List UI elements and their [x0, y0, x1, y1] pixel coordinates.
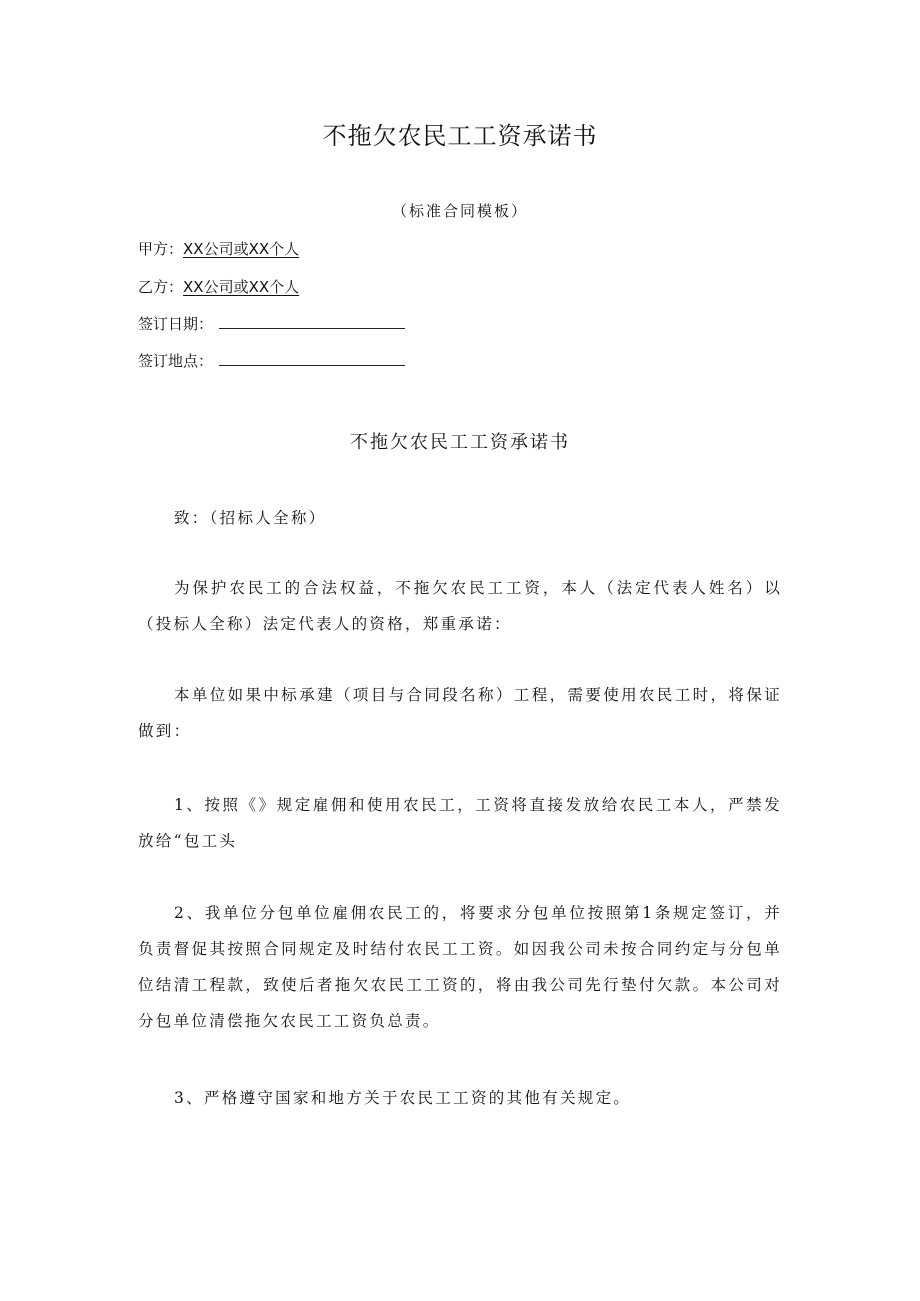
paragraph-intro: 为保护农民工的合法权益，不拖欠农民工工资，本人（法定代表人姓名）以（投标人全称）法定代表人的资格，郑重承诺： — [138, 579, 782, 633]
sign-date-label: 签订日期： — [138, 315, 214, 333]
party-a-label: 甲方： — [138, 240, 184, 258]
paragraph-commitment: 本单位如果中标承建（项目与合同段名称）工程，需要使用农民工时，将保证做到： — [138, 686, 782, 740]
body-title: 不拖欠农民工工资承诺书 — [350, 432, 570, 453]
document-title: 不拖欠农民工工资承诺书 — [322, 122, 598, 150]
addressee-line: 致：（招标人全称） — [174, 509, 327, 527]
sign-date-field — [138, 313, 405, 334]
paragraph-item-3: 3、严格遵守国家和地方关于农民工工资的其他有关规定。 — [174, 1089, 632, 1107]
party-b-field — [138, 276, 299, 297]
sign-date-blank — [219, 314, 405, 329]
party-a-field — [138, 238, 299, 259]
party-b-label: 乙方： — [138, 278, 184, 296]
party-b-value: XX公司或XX个人 — [183, 278, 300, 296]
paragraph-item-1: 1、按照《》规定雇佣和使用农民工，工资将直接发放给农民工本人，严禁发放给“包工头 — [138, 796, 782, 850]
sign-place-label: 签订地点： — [138, 352, 214, 370]
sign-place-field — [138, 350, 405, 371]
party-a-value: XX公司或XX个人 — [183, 240, 300, 258]
sign-place-blank — [219, 351, 405, 366]
document-subtitle: （标准合同模板） — [391, 202, 528, 220]
paragraph-item-2: 2、我单位分包单位雇佣农民工的，将要求分包单位按照第1条规定签订，并负责督促其按照合同规定及时结付农民工工资。如因我公司未按合同约定与分包单位结清工程款，致使后者拖欠农民工工资的，将由我公司先行垫付欠款。本公司对分包单位清偿拖欠农民工工资负总责。 — [138, 904, 782, 1030]
